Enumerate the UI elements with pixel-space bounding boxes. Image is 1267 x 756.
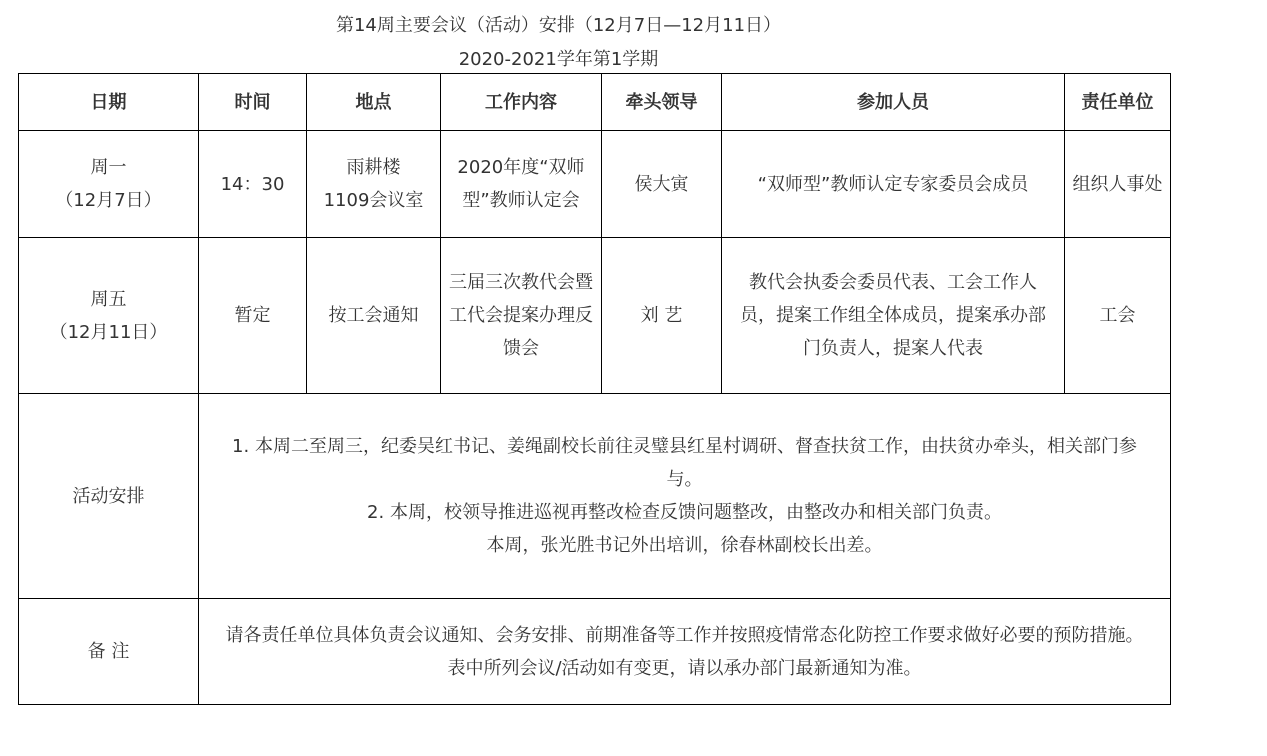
table-row <box>19 238 1171 394</box>
activities-content <box>199 394 1171 599</box>
activity-line: 1. 本周二至周三，纪委吴红书记、姜绳副校长前往灵璧县红星村调研、督查扶贫工作，由扶贫办牵头，相关部门参 <box>232 436 1137 457</box>
column-header-location: 地点 <box>307 74 441 131</box>
cell-location <box>307 238 441 394</box>
table-row <box>19 131 1171 238</box>
cell-unit: 组织人事处 <box>1065 131 1171 238</box>
column-header-time: 时间 <box>199 74 307 131</box>
content-line: 馈会 <box>503 338 539 359</box>
cell-participants <box>722 131 1065 238</box>
content-line: 型”教师认定会 <box>462 190 580 211</box>
cell-participants <box>722 238 1065 394</box>
page-title: 第14周主要会议（活动）安排（12月7日—12月11日） <box>335 15 782 36</box>
activity-line: 2. 本周，校领导推进巡视再整改检查反馈问题整改，由整改办和相关部门负责。 <box>367 502 1002 523</box>
cell-location <box>307 131 441 238</box>
cell-unit: 工会 <box>1065 238 1171 394</box>
location-line: 按工会通知 <box>328 305 419 326</box>
schedule-table <box>18 73 1171 705</box>
cell-content <box>441 131 602 238</box>
cell-content <box>441 238 602 394</box>
cell-leader: 刘 艺 <box>602 238 722 394</box>
activity-line: 与。 <box>666 469 703 490</box>
remark-line: 请各责任单位具体负责会议通知、会务安排、前期准备等工作并按照疫情常态化防控工作要求做好必要的预防措施。 <box>225 624 1144 646</box>
column-header-participants: 参加人员 <box>722 74 1065 131</box>
table-header-row <box>19 74 1171 131</box>
remark-line: 表中所列会议/活动如有变更，请以承办部门最新通知为准。 <box>447 657 922 679</box>
content-line: 工代会提案办理反 <box>449 305 593 326</box>
activities-label: 活动安排 <box>19 394 199 599</box>
location-line: 1109会议室 <box>323 190 424 211</box>
content-line: 2020年度“双师 <box>457 157 585 178</box>
date-day: （12月11日） <box>49 321 168 343</box>
column-header-unit: 责任单位 <box>1065 74 1171 131</box>
activity-line: 本周，张光胜书记外出培训，徐春林副校长出差。 <box>486 535 883 556</box>
remarks-row <box>19 599 1171 705</box>
date-weekday: 周五 <box>90 288 127 310</box>
participants-line: 教代会执委会委员代表、工会工作人 <box>749 272 1037 293</box>
cell-time: 14：30 <box>199 131 307 238</box>
page-subtitle: 2020-2021学年第1学期 <box>458 49 659 70</box>
date-weekday: 周一 <box>90 157 127 178</box>
column-header-content: 工作内容 <box>441 74 602 131</box>
column-header-date: 日期 <box>19 74 199 131</box>
cell-time: 暂定 <box>199 238 307 394</box>
date-day: （12月7日） <box>55 190 162 211</box>
remarks-content <box>199 599 1171 705</box>
remarks-label: 备 注 <box>19 599 199 705</box>
participants-line: “双师型”教师认定专家委员会成员 <box>757 173 1029 195</box>
column-header-leader: 牵头领导 <box>602 74 722 131</box>
cell-date <box>19 238 199 394</box>
cell-leader: 侯大寅 <box>602 131 722 238</box>
content-line: 三届三次教代会暨 <box>449 272 593 293</box>
activities-row <box>19 394 1171 599</box>
location-line: 雨耕楼 <box>346 157 401 178</box>
participants-line: 门负责人，提案人代表 <box>803 338 983 359</box>
participants-line: 员，提案工作组全体成员，提案承办部 <box>740 305 1046 326</box>
cell-date <box>19 131 199 238</box>
